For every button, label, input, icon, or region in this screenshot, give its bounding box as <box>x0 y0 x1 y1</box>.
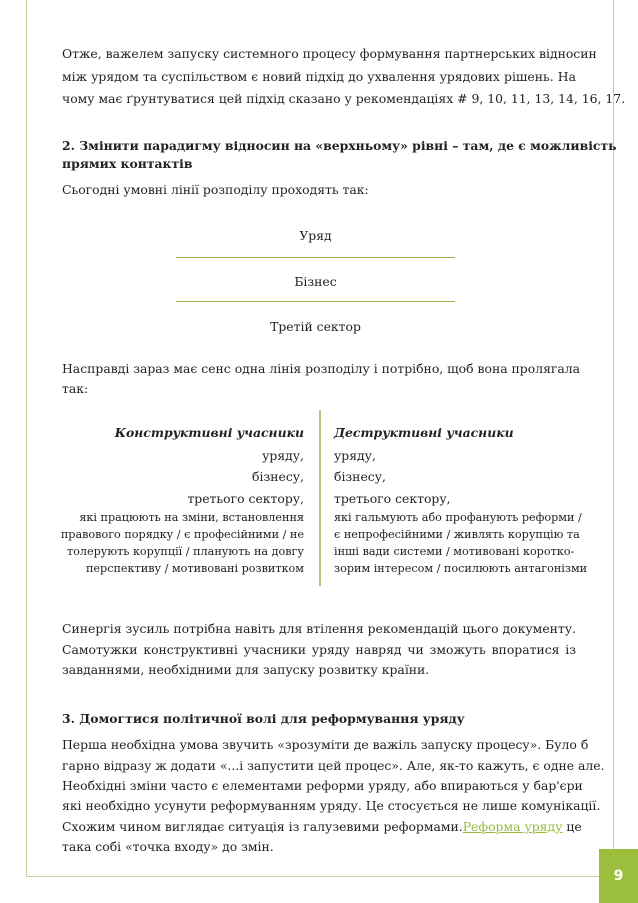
constructive-desc: толерують корупції / планують на довгу <box>66 545 304 558</box>
paragraph-line: завданнями, необхідними для запуску розвитку країни. <box>62 662 430 677</box>
reform-link[interactable]: Реформа уряду <box>462 819 563 834</box>
paragraph-line-with-link <box>62 818 582 836</box>
paragraph-line: Сьогодні умовні лінії розподілу проходять так: <box>62 182 369 197</box>
level-business: Бізнес <box>294 274 337 289</box>
comparison-divider <box>319 410 321 586</box>
level-government: Уряд <box>299 228 332 243</box>
constructive-desc: перспективу / мотивовані розвитком <box>85 562 304 575</box>
paragraph-line: між урядом та суспільством є новий підхід до ухвалення урядових рішень. На <box>62 69 576 84</box>
divider-line <box>176 301 455 302</box>
constructive-title: Конструктивні учасники <box>114 425 304 440</box>
destructive-item: третього сектору, <box>334 491 451 506</box>
destructive-desc: інші вади системи / мотивовані коротко- <box>334 545 575 558</box>
level-third-sector: Третій сектор <box>270 319 361 334</box>
destructive-desc: які гальмують або профанують реформи / <box>334 511 582 524</box>
paragraph-line: Синергія зусиль потрібна навіть для втілення рекомендацій цього документу. <box>62 621 576 636</box>
section-heading: 3. Домогтися політичної волі для реформування уряду <box>62 711 465 726</box>
paragraph-text: це <box>566 819 582 834</box>
paragraph-line: Насправді зараз має сенс одна лінія розподілу і потрібно, щоб вона пролягала <box>62 361 581 376</box>
paragraph-line: Самотужки конструктивні учасники уряду навряд чи зможуть впоратися із <box>62 642 576 657</box>
paragraph-line: які необхідно усунути реформуванням уряду. Це стосується не лише комунікації. <box>62 798 601 813</box>
paragraph-line: Необхідні зміни часто є елементами реформи уряду, або впираються у бар'єри <box>62 778 583 793</box>
paragraph-text: Схожим чином виглядає ситуація із галузевими реформами. <box>62 819 463 834</box>
destructive-item: уряду, <box>334 448 376 463</box>
page-number-badge <box>599 849 638 903</box>
constructive-desc: правового порядку / є професійними / не <box>60 528 304 541</box>
constructive-item: бізнесу, <box>252 469 304 484</box>
destructive-desc: зорим інтересом / посилюють антагонізми <box>334 562 588 575</box>
constructive-item: уряду, <box>262 448 304 463</box>
page-number: 9 <box>613 868 624 884</box>
paragraph-line: гарно відразу ж додати «...і запустити цей процес». Але, як-то кажуть, є одне але. <box>62 758 605 773</box>
divider-line <box>176 257 455 258</box>
paragraph-line: чому має ґрунтуватися цей підхід сказано у рекомендаціях # 9, 10, 11, 13, 14, 16, 17. <box>62 91 626 106</box>
paragraph-line: така собі «точка входу» до змін. <box>62 839 274 854</box>
constructive-desc: які працюють на зміни, встановлення <box>79 511 304 524</box>
section-heading: 2. Змінити парадигму відносин на «верхньому» рівні – там, де є можливість <box>62 138 617 153</box>
destructive-desc: є непрофесійними / живлять корупцію та <box>334 528 580 541</box>
paragraph-line: так: <box>62 381 89 396</box>
section-heading: прямих контактів <box>62 156 193 171</box>
paragraph-line: Отже, важелем запуску системного процесу формування партнерських відносин <box>62 46 597 61</box>
constructive-item: третього сектору, <box>187 491 304 506</box>
paragraph-line: Перша необхідна умова звучить «зрозуміти де важіль запуску процесу». Було б <box>62 737 589 752</box>
destructive-item: бізнесу, <box>334 469 386 484</box>
destructive-title: Деструктивні учасники <box>334 425 514 440</box>
